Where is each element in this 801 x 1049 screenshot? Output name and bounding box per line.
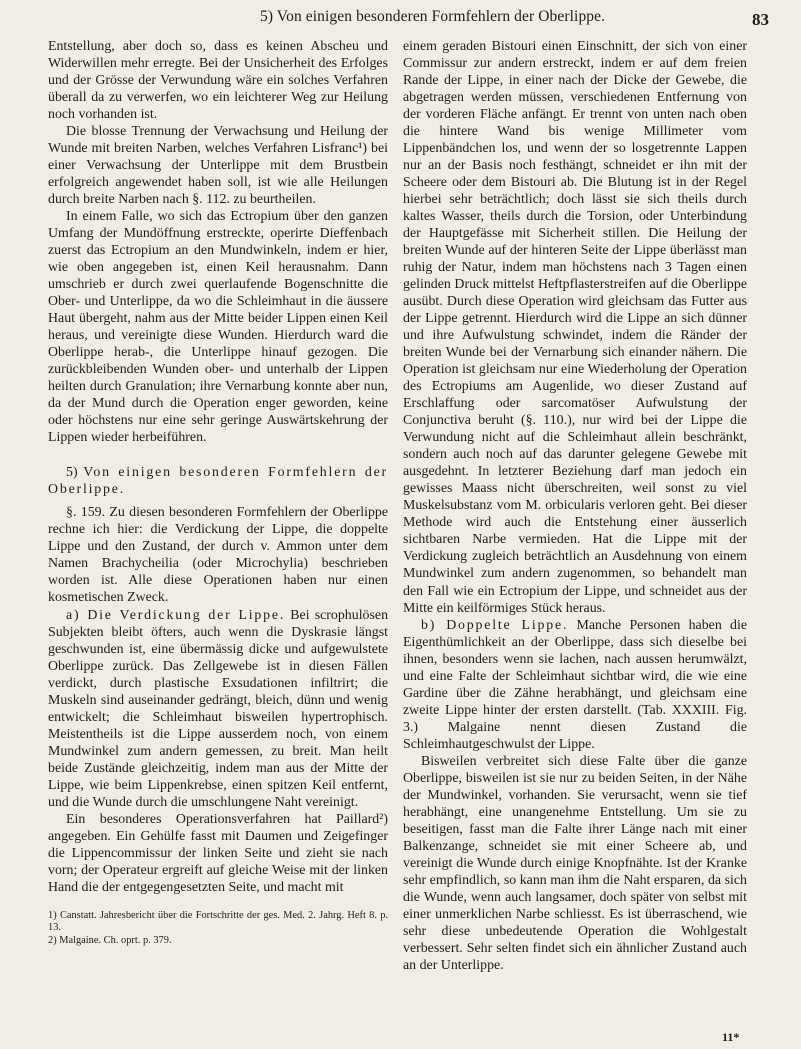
paragraph-ectropium-dieffenbach: In einem Falle, wo sich das Ectropium über den ganzen Umfang der Mundöffnung erstreckte, operirte Dieffenbach zuerst das Ectropium an den Mundwinkeln, indem er hier, wie oben angegeben ist, einen Keil herausnahm. Dann umschrieb er durch zwei querlaufende Bogenschnitte die Ober- und Unterlippe, da wo die Schleimhaut in die äussere Haut übergeht, nahm aus der Mitte beider Lippen einen Keil heraus, und vereinigte diese Wunden. Hierdurch ward die Oberlippe herab-, die Unterlippe hinauf gezogen. Die zurückbleibenden Wunden ober- und unterhalb der Lippen heilten durch Granulation; ihre Vernarbung konnte aber nun, da der Mund durch die Operation enger geworden, keine oder höchstens nur eine sehr geringe Auswärtskehrung der Lippen wieder herbeiführen. [48,209,388,446]
footnotes [48,906,388,948]
paragraph-section-159: §. 159. Zu diesen besonderen Formfehlern der Oberlippe rechne ich hier: die Verdickung der Lippe, die doppelte Lippe und den Zustand, der durch v. Ammon unter dem Namen Brachycheilia (oder Microchylia) beschrieben worden ist. Alle diese Operationen haben nur einen kosmetischen Zweck. [48,505,388,606]
paragraph-doppelte-lippe [403,617,747,753]
subsection-label-a: a) Die Verdickung der Lippe. [66,607,286,623]
paragraph-paillard: Ein besonderes Operationsverfahren hat Paillard²) angegeben. Ein Gehülfe fasst mit Daumen und Zeigefinger die Lippencommissur der linken Seite und zieht sie nach vorn; der Operateur ergreift auf gleiche Weise mit der linken Hand die der entgegengesetzten Seite, und macht mit [48,811,388,895]
footnote-2: 2) Malgaine. Ch. oprt. p. 379. [48,934,172,946]
right-column [403,38,747,974]
paragraph-verdickung-text: Bei scrophulösen Subjekten bleibt öfters, auch wenn die Dyskrasie längst geschwunden ist, eine übermässig dicke und aufgewulstete Oberlippe zurück. Das Zellgewebe ist in diesen Fällen verdickt, durch plastische Exsudationen infiltrirt; die Muskeln sind auseinander gedrängt, bleich, dünn und wenig entwickelt; die Schleimhaut bisweilen hypertrophisch. Meistentheils ist die Lippe ausserdem noch, von einem Mundwinkel zum andern gemessen, zu breit. Man heilt beide Zustände gleichzeitig, indem man aus der Mitte der Lippe, wie beim Lippenkrebse, einen spitzen Keil entfernt, und die Wunde durch die umschlungene Naht vereinigt. [48,607,389,810]
section-heading [48,464,388,498]
signature-mark: 11* [722,1030,740,1044]
subsection-label-b: b) Doppelte Lippe. [421,617,569,633]
left-column [48,38,388,947]
paragraph-doppelte-lippe-text: Manche Personen haben die Eigenthümlichkeit an der Oberlippe, dass sich dieselbe bei ihnen, besonders wenn sie lachen, nach aussen herumwälzt, und eine Falte der Schleimhaut sichtbar wird, die wie eine Gardine über die Zähne herabhängt, und gleichsam eine zweite Lippe hinter der ersten darstellt. (Tab. XXXIII. Fig. 3.) Malgaine nennt diesen Zustand die Schleimhautgeschwulst der Lippe. [403,617,747,752]
paragraph-bistouri: einem geraden Bistouri einen Einschnitt, der sich von einer Commissur zur andern erstreckt, indem er auf dem freien Rande der Lippe, in einer nach der Dicke der Gewebe, die abgetragen werden müssen, verschiedenen Entfernung von der vorderen Fläche anfängt. Er trennt von unten nach oben die hintere Wand bis wenige Millimeter vom Lippenbändchen los, und wenn der so losgetrennte Lappen nur an der Basis noch festhängt, schneidet er ihn mit der Scheere oder dem Bistouri ab. Die Blutung ist in der Regel hierbei sehr beträchtlich; doch lässt sie sich theils durch kaltes Wasser, theils durch die Torsion, oder Unterbindung der Hauptgefässe mit Sicherheit stillen. Die Heilung der breiten Wunde auf der hinteren Seite der Lippe überlässt man ruhig der Natur, indem man höchstens nach 3 Tagen einen gelinden Druck mittelst Heftpflasterstreifen auf die Oberlippe ausübt. Durch diese Operation wird gleichsam das Futter aus der Lippe getrennt. Hierdurch wird die Lippe an sich dünner und ihre Aufwulstung schwindet, indem die Ränder der breiten Wunde bei der Vernarbung sich einander nähern. Die Operation ist gleichsam nur eine Wiederholung der Operation des Ectropiums am Augenlide, wo dieser Zustand auf Erschlaffung oder sarcomatöser Aufwulstung der Conjunctiva beruht (§. 110.), nur wird bei der Lippe die Verwundung nicht auf die Schleimhaut allein beschränkt, sondern auch noch auf das darunter gelegene Gewebe mit ausgedehnt. In letzterer Beziehung darf man jedoch ein gewisses Maass nicht überschreiten, weil sonst zu viel Muskelsubstanz vom M. orbicularis verloren geht. Bei dieser Methode wird auch die Entstehung einer äusserlich sichtbaren Narbe vermieden. Hat die Lippe mit der Verdickung zugleich beträchtlich an Ausdehnung von einem Mundwinkel zum andern zugenommen, so behandelt man den Fall wie ein Ectropium der Lippe, und schneidet aus der Mitte ein keilförmiges Stück heraus. [403,39,747,616]
footnote-1: 1) Canstatt. Jahresbericht über die Fortschritte der ges. Med. 2. Jahrg. Heft 8. p. 13. [48,909,388,934]
running-title: 5) Von einigen besonderen Formfehlern der Oberlippe. [260,8,606,25]
paragraph-verdickung [48,607,388,811]
section-title: Von einigen besonderen Formfehlern der Oberlippe. [48,465,388,498]
page-number: 83 [752,10,769,29]
paragraph-continuation: Entstellung, aber doch so, dass es keinen Abscheu und Widerwillen mehr erregte. Bei der Unsicherheit des Erfolges und der Grösse der Verwundung wäre ein solches Verfahren überall da zu verwerfen, wo ein leichterer Weg zur Heilung noch vorhanden ist. [48,39,388,123]
paragraph-bisweilen: Bisweilen verbreitet sich diese Falte über die ganze Oberlippe, bisweilen ist sie nur zu beiden Seiten, in der Nähe der Mundwinkel, vorhanden. Sie verursacht, wenn sie tief herabhängt, eine unangenehme Entstellung. Um sie zu beseitigen, fasst man die Falte ihrer Länge nach mit einer Balkenzange, schneidet sie mit einer Scheere ab, und vereinigt die Wunde durch einige Knopfnähte. Ist der Kranke sehr empfindlich, so kann man ihm die Naht ersparen, da sich die Wunde, wenn auch langsamer, doch später von selbst mit einer unmerklichen Narbe schliesst. Es ist überraschend, wie sehr diese unbedeutende Operation die Wohlgestalt verbessert. Sehr selten findet sich ein ähnlicher Zustand auch an der Unterlippe. [403,753,747,973]
section-number: 5) [66,465,78,481]
paragraph-trennung: Die blosse Trennung der Verwachsung und Heilung der Wunde mit breiten Narben, welches Verfahren Lisfranc¹) bei einer Verwachsung der Unterlippe mit dem Brustbein erfolgreich angewendet haben soll, ist wie alle Heilungen durch breite Narben nach §. 112. zu beurtheilen. [48,124,388,208]
